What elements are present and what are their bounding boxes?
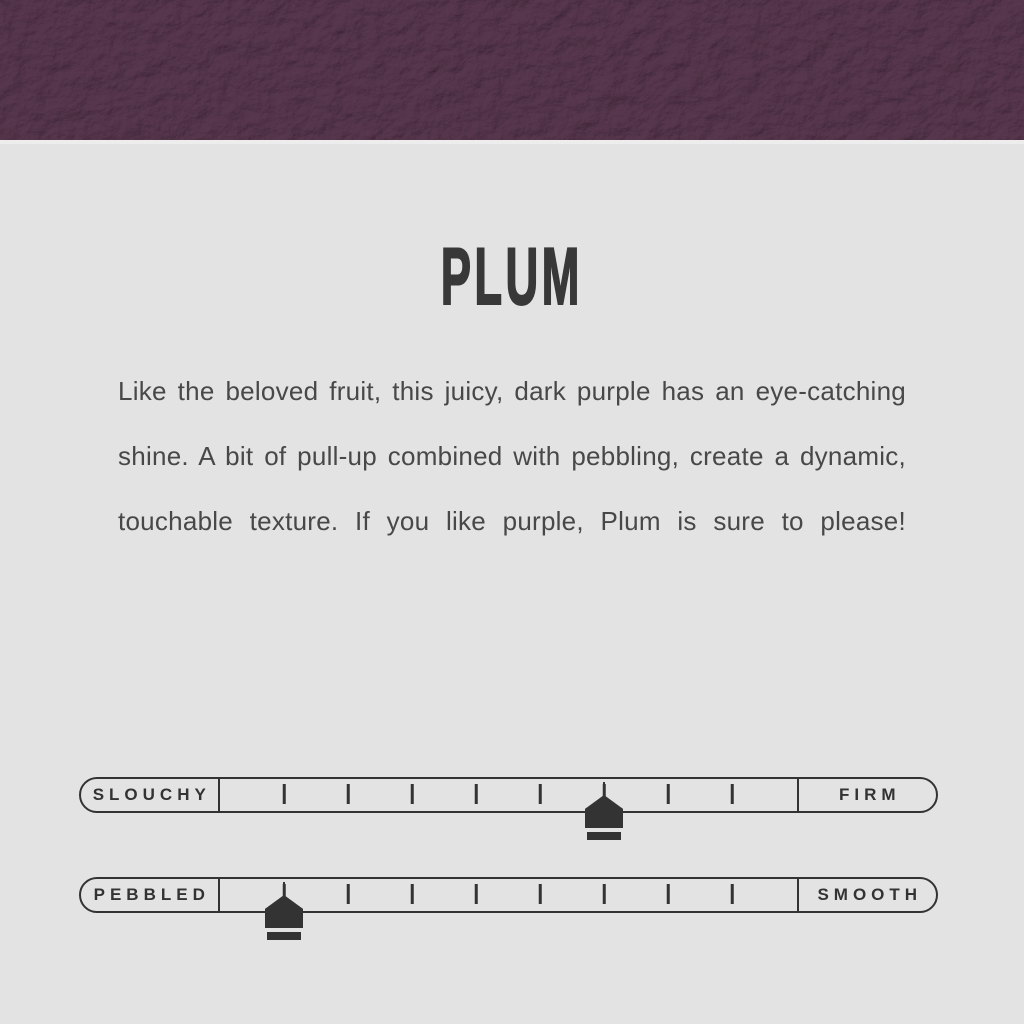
marker-pin-icon: [265, 882, 303, 940]
marker-stem: [283, 882, 286, 895]
description-paragraph: [118, 359, 906, 554]
scale-left-label: PEBBLED: [93, 885, 210, 904]
scale-tick: [539, 884, 542, 904]
scale-tick: [731, 784, 734, 804]
marker-head: [265, 895, 303, 928]
scale-right-cell: [797, 879, 937, 911]
scale-tick: [475, 884, 478, 904]
marker-pin-icon: [585, 782, 623, 840]
scale-tick: [283, 784, 286, 804]
marker-stem: [603, 782, 606, 795]
scale-tick: [411, 784, 414, 804]
scale-tick: [475, 784, 478, 804]
scale-left-cell: [81, 779, 220, 811]
scale-tick: [411, 884, 414, 904]
scale-tick: [603, 884, 606, 904]
scale-pill-outline: [79, 877, 938, 913]
page-title-text: PLUM: [441, 232, 583, 322]
description-line: Like the beloved fruit, this juicy, dark purple has an eye-catching: [118, 376, 906, 406]
scale-pebbled-smooth: [79, 877, 938, 913]
description-line: shine. A bit of pull-up combined with pebbling, create a dynamic,: [118, 441, 906, 471]
marker-band: [267, 932, 301, 940]
scale-pill-outline: [79, 777, 938, 813]
leather-texture-graphic: [0, 0, 1024, 140]
marker-band: [587, 832, 621, 840]
leather-swatch-image: [0, 0, 1024, 140]
marker-head: [585, 795, 623, 828]
scale-left-label: SLOUCHY: [92, 785, 211, 804]
scale-tick: [667, 784, 670, 804]
scale-left-cell: [81, 879, 220, 911]
scale-tick: [667, 884, 670, 904]
scale-right-label: FIRM: [838, 785, 901, 804]
scale-right-cell: [797, 779, 937, 811]
description-line: touchable texture. If you like purple, Plum is sure to please!: [118, 506, 906, 536]
scale-slouchy-firm: [79, 777, 938, 813]
swatch-bottom-edge: [0, 140, 1024, 144]
scale-track: [220, 781, 796, 809]
scale-tick: [539, 784, 542, 804]
scale-track: [220, 881, 796, 909]
scale-tick: [347, 784, 350, 804]
scale-tick: [731, 884, 734, 904]
scale-right-label: SMOOTH: [817, 885, 923, 904]
page-title: [0, 232, 1024, 322]
scale-tick: [347, 884, 350, 904]
